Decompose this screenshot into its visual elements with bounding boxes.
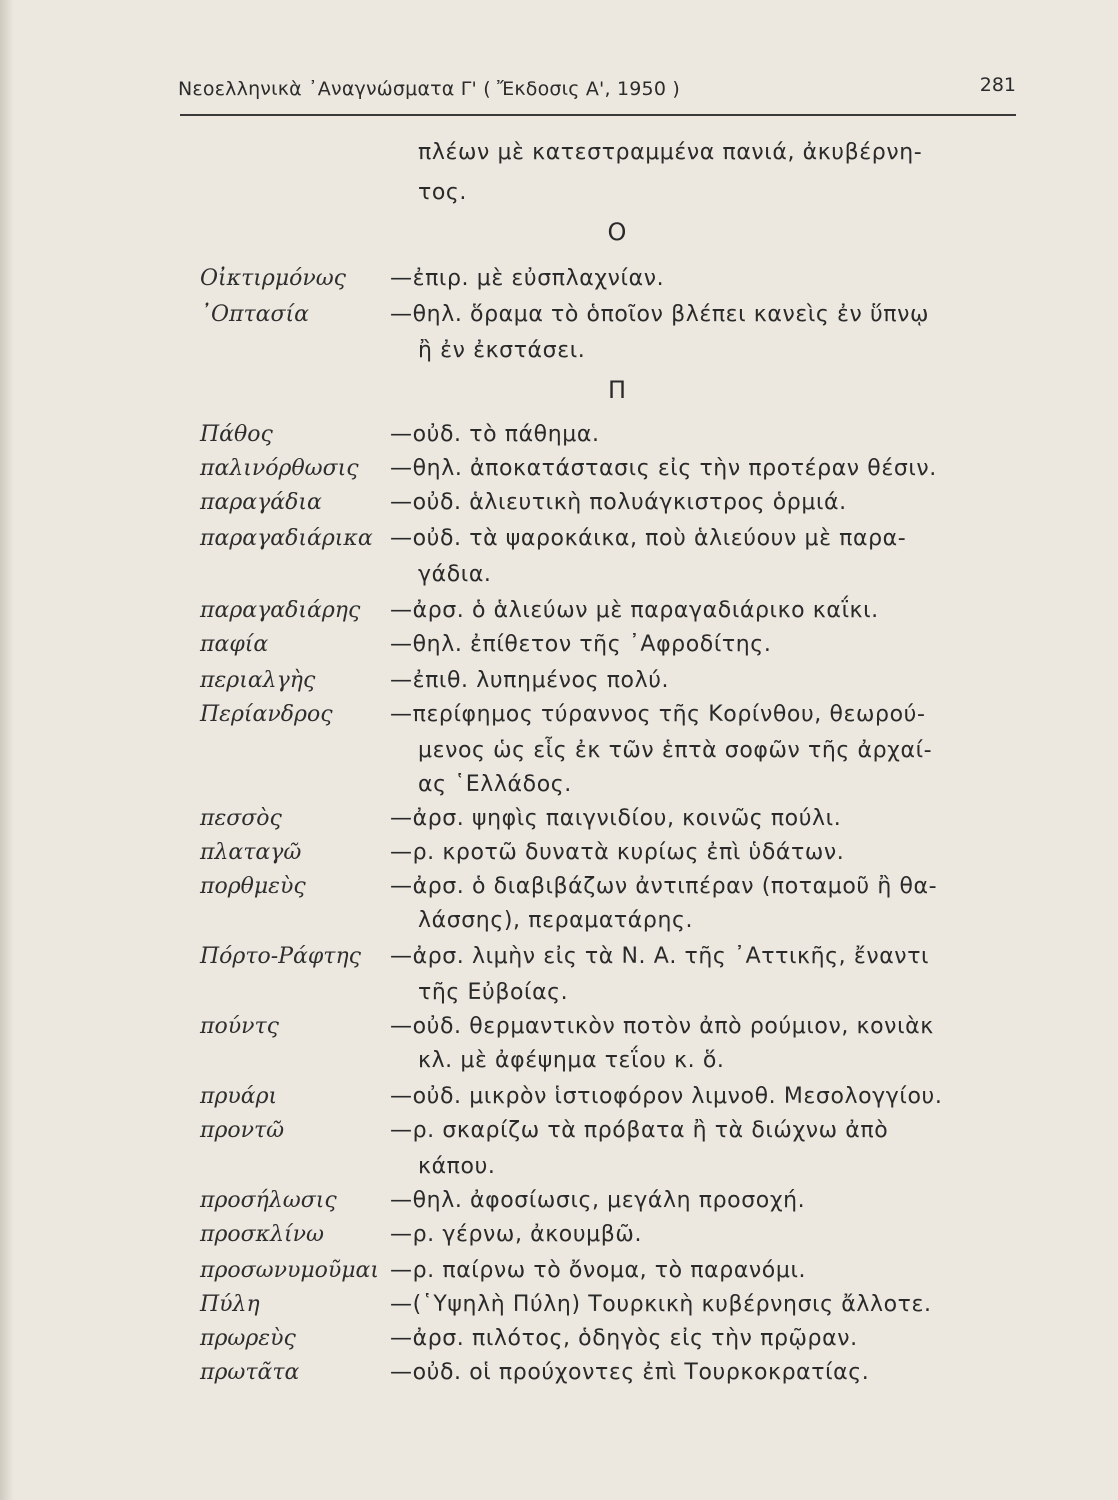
entry-definition: —οὐδ. οἱ προύχοντες ἐπὶ Τουρκοκρατίας.	[390, 1360, 870, 1385]
page-number: 281	[979, 74, 1016, 96]
glossary-entry	[0, 1360, 1118, 1396]
entry-continuation	[0, 738, 1118, 774]
entry-term: πούντς	[200, 1014, 279, 1039]
entry-definition: —ρ. κροτῶ δυνατὰ κυρίως ἐπὶ ὑδάτων.	[390, 840, 845, 865]
glossary-entry	[0, 1258, 1118, 1294]
entry-definition: —ἀρσ. ὁ διαβιβάζων ἀντιπέραν (ποταμοῦ ἢ θα-	[390, 874, 938, 899]
header-title: Νεοελληνικὰ ᾿Αναγνώσματα Γ' ( Ἔκδοσις Α', 1950 )	[178, 78, 680, 100]
glossary-entry	[0, 944, 1118, 980]
glossary-entry	[0, 526, 1118, 562]
entry-term: προσκλίνω	[200, 1222, 324, 1247]
entry-term: πρωρεὺς	[200, 1326, 296, 1351]
intro-line	[0, 180, 1118, 216]
glossary-entry	[0, 266, 1118, 302]
entry-definition: —οὐδ. τὸ πάθημα.	[390, 422, 600, 447]
entry-definition: —ρ. σκαρίζω τὰ πρόβατα ἢ τὰ διώχνω ἀπὸ	[390, 1118, 889, 1143]
entry-definition-cont: κλ. μὲ ἀφέψημα τεΐου κ. ὅ.	[418, 1048, 725, 1073]
entry-term: παλινόρθωσις	[200, 456, 359, 481]
glossary-entry	[0, 598, 1118, 634]
entry-term: πορθμεὺς	[200, 874, 306, 899]
entry-definition: —οὐδ. μικρὸν ἱστιοφόρον λιμνοθ. Μεσολογγίου.	[390, 1084, 943, 1109]
glossary-entry	[0, 874, 1118, 910]
glossary-entry	[0, 1014, 1118, 1050]
entry-definition: —(῾Υψηλὴ Πύλη) Τουρκικὴ κυβέρνησις ἄλλοτε.	[390, 1292, 932, 1317]
entry-continuation	[0, 1154, 1118, 1190]
intro-text: πλέων μὲ κατεστραμμένα πανιά, ἀκυβέρνη-	[418, 140, 923, 165]
header-rule	[180, 114, 1016, 116]
glossary-entry	[0, 1188, 1118, 1224]
entry-definition: —ἀρσ. ὁ ἁλιεύων μὲ παραγαδιάρικο καΐκι.	[390, 598, 879, 623]
entry-definition-cont: ἢ ἐν ἐκστάσει.	[418, 338, 586, 363]
glossary-entry	[0, 456, 1118, 492]
entry-definition: —θηλ. ἀποκατάστασις εἰς τὴν προτέραν θέσιν.	[390, 456, 937, 481]
glossary-entry	[0, 668, 1118, 704]
entry-term: πλαταγῶ	[200, 840, 302, 865]
entry-definition: —ἀρσ. ψηφὶς παιγνιδίου, κοινῶς πούλι.	[390, 806, 842, 831]
entry-term: ᾿Οπτασία	[200, 302, 310, 327]
entry-term: παραγάδια	[200, 490, 322, 515]
entry-continuation	[0, 980, 1118, 1016]
entry-definition: —οὐδ. τὰ ψαροκάικα, ποὺ ἁλιεύουν μὲ παρα-	[390, 526, 907, 551]
entry-continuation	[0, 1048, 1118, 1084]
intro-line	[0, 140, 1118, 176]
running-header	[178, 72, 1018, 108]
entry-definition: —θηλ. ἀφοσίωσις, μεγάλη προσοχή.	[390, 1188, 806, 1213]
entry-definition: —ἀρσ. πιλότος, ὁδηγὸς εἰς τὴν πρῷραν.	[390, 1326, 858, 1351]
entry-definition-cont: κάπου.	[418, 1154, 496, 1179]
entry-definition: —ρ. γέρνω, ἀκουμβῶ.	[390, 1222, 643, 1247]
entry-definition: —περίφημος τύραννος τῆς Κορίνθου, θεωρού-	[390, 702, 926, 727]
entry-definition-cont: μενος ὡς εἷς ἐκ τῶν ἑπτὰ σοφῶν τῆς ἀρχαί-	[418, 738, 933, 763]
glossary-entry	[0, 1326, 1118, 1362]
entry-continuation	[0, 562, 1118, 598]
entry-term: προσωνυμοῦμαι	[200, 1258, 380, 1283]
entry-definition-cont: λάσσης), περαματάρης.	[418, 908, 694, 933]
entry-term: Περίανδρος	[200, 702, 333, 727]
entry-term: πρωτᾶτα	[200, 1360, 300, 1385]
entry-definition-cont: τῆς Εὐβοίας.	[418, 980, 569, 1005]
entry-definition: —οὐδ. θερμαντικὸν ποτὸν ἀπὸ ρούμιον, κονιὰκ	[390, 1014, 934, 1039]
glossary-entry	[0, 490, 1118, 526]
glossary-entry	[0, 1292, 1118, 1328]
entry-definition-cont: ας ῾Ελλάδος.	[418, 772, 572, 797]
glossary-entry	[0, 1222, 1118, 1258]
entry-term: προσήλωσις	[200, 1188, 337, 1213]
entry-definition-cont: γάδια.	[418, 562, 492, 587]
entry-term: πεσσὸς	[200, 806, 282, 831]
entry-continuation	[0, 908, 1118, 944]
glossary-entry	[0, 806, 1118, 842]
entry-definition: —ἀρσ. λιμὴν εἰς τὰ Ν. Α. τῆς ᾿Αττικῆς, ἔναντι	[390, 944, 930, 969]
entry-term: πρυάρι	[200, 1084, 278, 1109]
entry-definition: —ρ. παίρνω τὸ ὄνομα, τὸ παρανόμι.	[390, 1258, 807, 1283]
section-letter-pi: Π	[607, 376, 627, 404]
entry-continuation	[0, 338, 1118, 374]
entry-term: Πύλη	[200, 1292, 260, 1317]
entry-definition: —θηλ. ἐπίθετον τῆς ᾿Αφροδίτης.	[390, 632, 772, 657]
entry-definition: —ἐπιθ. λυπημένος πολύ.	[390, 668, 670, 693]
entry-term: παφία	[200, 632, 269, 657]
glossary-entry	[0, 1118, 1118, 1154]
glossary-entry	[0, 1084, 1118, 1120]
entry-definition: —ἐπιρ. μὲ εὐσπλαχνίαν.	[390, 266, 665, 291]
glossary-entry	[0, 302, 1118, 338]
glossary-entry	[0, 632, 1118, 668]
entry-term: περιαλγὴς	[200, 668, 316, 693]
entry-term: Πόρτο-Ράφτης	[200, 944, 361, 969]
intro-text: τος.	[418, 180, 468, 205]
glossary-entry	[0, 840, 1118, 876]
section-letter-omicron: Ο	[607, 218, 627, 246]
entry-definition: —οὐδ. ἁλιευτικὴ πολυάγκιστρος ὁρμιά.	[390, 490, 847, 515]
entry-term: Πάθος	[200, 422, 273, 447]
entry-definition: —θηλ. ὅραμα τὸ ὁποῖον βλέπει κανεὶς ἐν ὕπνῳ	[390, 302, 930, 327]
entry-term: παραγαδιάρικα	[200, 526, 373, 551]
entry-continuation	[0, 772, 1118, 808]
entry-term: προντῶ	[200, 1118, 285, 1143]
glossary-entry	[0, 422, 1118, 458]
entry-term: Οἰκτιρμόνως	[200, 266, 346, 291]
glossary-entry	[0, 702, 1118, 738]
entry-term: παραγαδιάρης	[200, 598, 361, 623]
